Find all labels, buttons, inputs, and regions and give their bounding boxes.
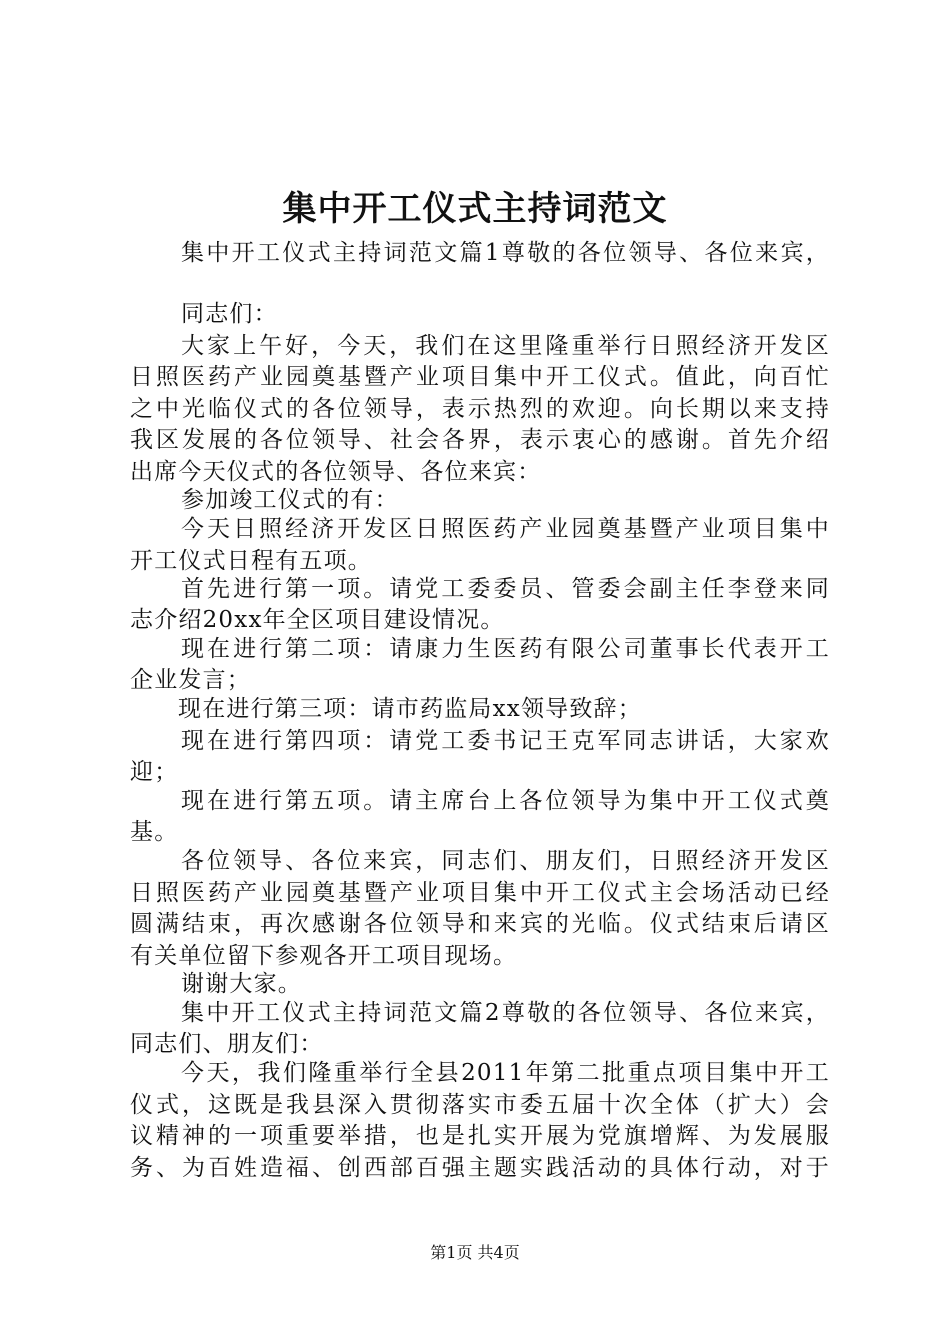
paragraph-line: 集中开工仪式主持词范文篇2尊敬的各位领导、各位来宾，: [181, 1000, 830, 1026]
paragraph-line: 现在进行第三项：请市药监局xx领导致辞；: [178, 696, 642, 722]
paragraph-line: 有关单位留下参观各开工项目现场。: [130, 943, 518, 969]
paragraph-line: 议精神的一项重要举措，也是扎实开展为党旗增辉、为发展服: [130, 1123, 830, 1149]
paragraph-line: 开工仪式日程有五项。: [130, 548, 372, 574]
paragraph-line: 同志们：: [181, 301, 278, 327]
paragraph-line: 仪式，这既是我县深入贯彻落实市委五届十次全体（扩大）会: [130, 1092, 830, 1118]
paragraph-line: 同志们、朋友们：: [130, 1031, 324, 1057]
paragraph-line: 现在进行第四项：请党工委书记王克军同志讲话，大家欢: [181, 728, 830, 754]
paragraph-line: 基。: [130, 819, 179, 845]
paragraph-line: 日照医药产业园奠基暨产业项目集中开工仪式。值此，向百忙: [130, 364, 830, 390]
document-title: 集中开工仪式主持词范文: [282, 189, 668, 229]
paragraph-line: 企业发言；: [130, 667, 251, 693]
paragraph-line: 谢谢大家。: [181, 971, 302, 997]
paragraph-line: 迎；: [130, 759, 179, 785]
paragraph-line: 现在进行第二项：请康力生医药有限公司董事长代表开工: [181, 636, 830, 662]
paragraph-line: 务、为百姓造福、创西部百强主题实践活动的具体行动，对于: [130, 1155, 830, 1181]
paragraph-line: 之中光临仪式的各位领导，表示热烈的欢迎。向长期以来支持: [130, 396, 830, 422]
paragraph-line: 首先进行第一项。请党工委委员、管委会副主任李登来同: [181, 576, 830, 602]
paragraph-line: 志介绍20xx年全区项目建设情况。: [130, 607, 505, 633]
paragraph-line: 今天，我们隆重举行全县2011年第二批重点项目集中开工: [181, 1060, 830, 1086]
paragraph-line: 我区发展的各位领导、社会各界，表示衷心的感谢。首先介绍: [130, 427, 830, 453]
paragraph-line: 大家上午好，今天，我们在这里隆重举行日照经济开发区: [181, 333, 830, 359]
paragraph-line: 出席今天仪式的各位领导、各位来宾：: [130, 459, 542, 485]
paragraph-line: 参加竣工仪式的有：: [181, 487, 399, 513]
page-number-footer: 第1页 共4页: [430, 1243, 520, 1262]
paragraph-line: 圆满结束，再次感谢各位领导和来宾的光临。仪式结束后请区: [130, 911, 830, 937]
paragraph-line: 现在进行第五项。请主席台上各位领导为集中开工仪式奠: [181, 788, 830, 814]
paragraph-line: 集中开工仪式主持词范文篇1尊敬的各位领导、各位来宾，: [181, 240, 830, 266]
paragraph-line: 今天日照经济开发区日照医药产业园奠基暨产业项目集中: [181, 516, 830, 542]
paragraph-line: 各位领导、各位来宾，同志们、朋友们，日照经济开发区: [181, 848, 830, 874]
paragraph-line: 日照医药产业园奠基暨产业项目集中开工仪式主会场活动已经: [130, 880, 830, 906]
